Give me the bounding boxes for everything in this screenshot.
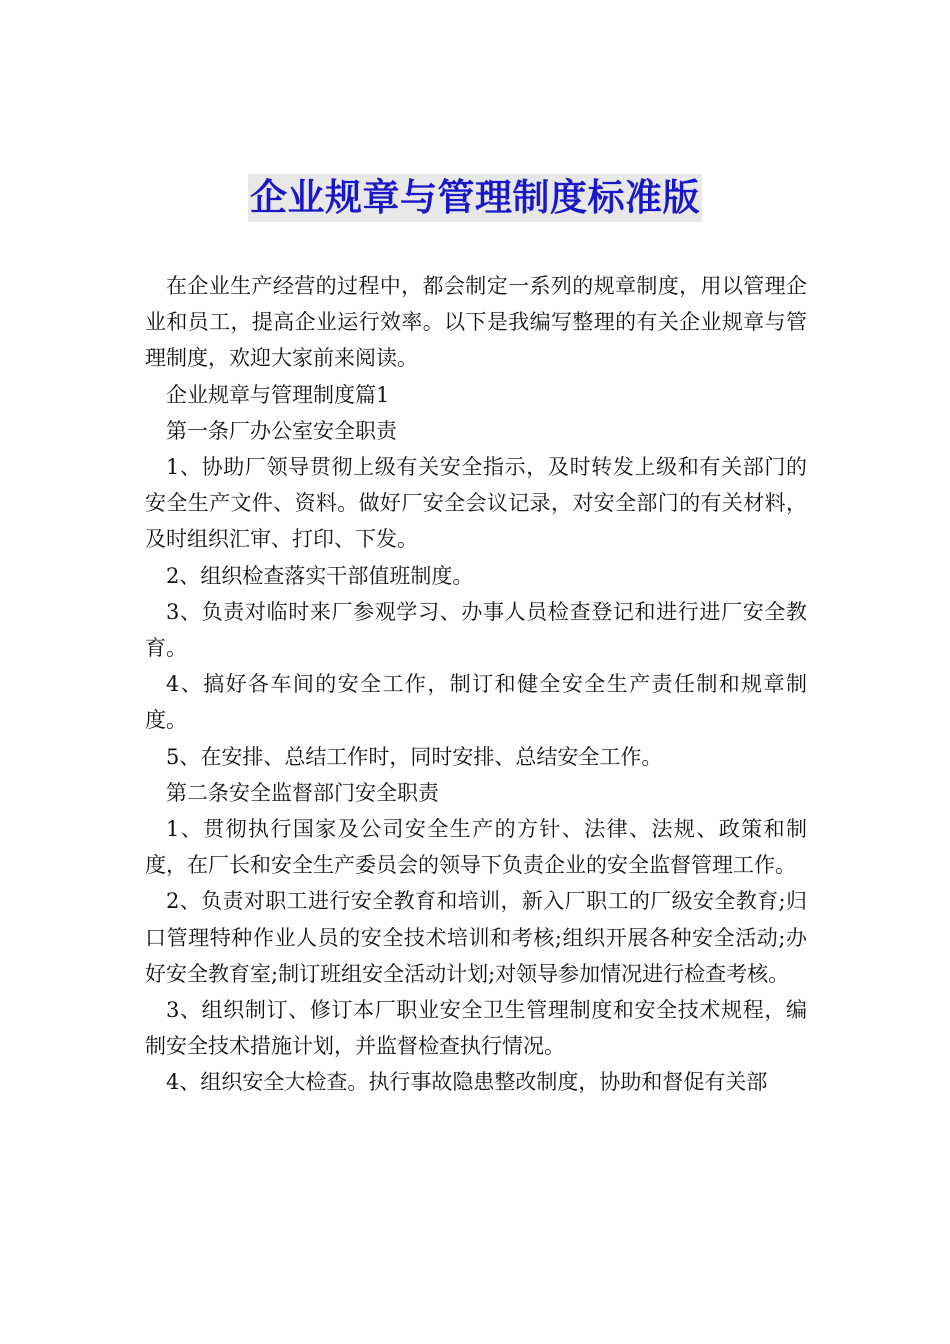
document-title: 企业规章与管理制度标准版	[248, 174, 702, 222]
paragraph-article-1-heading: 第一条厂办公室安全职责	[166, 418, 397, 443]
paragraph-intro: 在企业生产经营的过程中，都会制定一系列的规章制度，用以管理企业和员工，提高企业运行效率。以下是我编写整理的有关企业规章与管理制度，欢迎大家前来阅读。	[145, 274, 807, 371]
paragraph-article-1-item-3: 3、负责对临时来厂参观学习、办事人员检查登记和进行进厂安全教育。	[145, 599, 807, 661]
paragraph-article-2-heading: 第二条安全监督部门安全职责	[166, 780, 439, 805]
paragraph-section-heading: 企业规章与管理制度篇1	[166, 382, 390, 407]
paragraph-article-2-item-1: 1、贯彻执行国家及公司安全生产的方针、法律、法规、政策和制度，在厂长和安全生产委员会的领导下负责企业的安全监督管理工作。	[145, 817, 807, 878]
paragraph-article-1-item-2: 2、组织检查落实干部值班制度。	[166, 563, 474, 588]
paragraph-article-1-item-1: 1、协助厂领导贯彻上级有关安全指示，及时转发上级和有关部门的安全生产文件、资料。做好厂安全会议记录，对安全部门的有关材料，及时组织汇审、打印、下发。	[145, 455, 807, 552]
document-body	[145, 268, 807, 1101]
paragraph-article-2-item-3: 3、组织制订、修订本厂职业安全卫生管理制度和安全技术规程，编制安全技术措施计划，并监督检查执行情况。	[145, 998, 807, 1059]
paragraph-article-2-item-4: 4、组织安全大检查。执行事故隐患整改制度，协助和督促有关部	[166, 1070, 768, 1095]
paragraph-article-1-item-5: 5、在安排、总结工作时，同时安排、总结安全工作。	[166, 744, 663, 769]
paragraph-article-2-item-2: 2、负责对职工进行安全教育和培训，新入厂职工的厂级安全教育;归口管理特种作业人员的安全技术培训和考核;组织开展各种安全活动;办好安全教育室;制订班组安全活动计划;对领导参加情况进行检查考核。	[145, 889, 807, 986]
paragraph-article-1-item-4: 4、搞好各车间的安全工作，制订和健全安全生产责任制和规章制度。	[145, 672, 807, 733]
title-container	[0, 174, 950, 222]
